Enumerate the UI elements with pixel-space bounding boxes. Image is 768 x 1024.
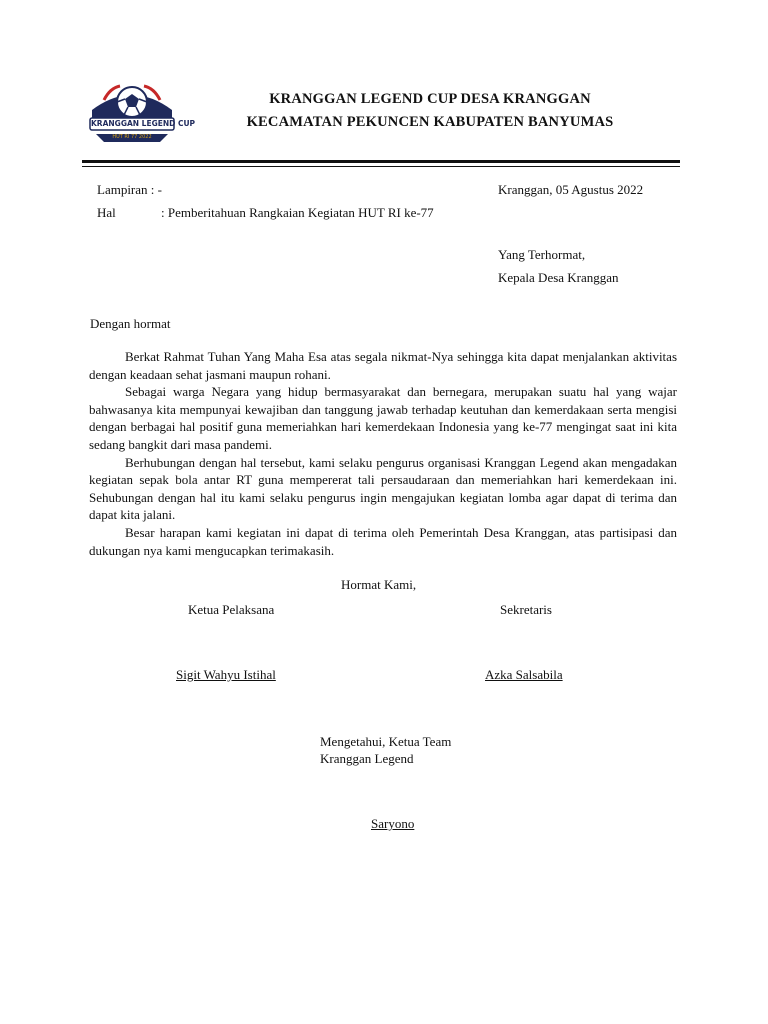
kranggan-legend-cup-logo — [86, 80, 196, 146]
hal-label: Hal — [97, 205, 116, 220]
right-signatory-name: Azka Salsabila — [485, 667, 563, 682]
approval-line-2: Kranggan Legend — [320, 751, 414, 766]
right-signatory-title: Sekretaris — [500, 602, 552, 617]
approval-line-1: Mengetahui, Ketua Team — [320, 734, 452, 749]
approval-name: Saryono — [371, 816, 415, 831]
header-line-2: KECAMATAN PEKUNCEN KABUPATEN BANYUMAS — [246, 114, 614, 130]
recipient-line-2: Kepala Desa Kranggan — [498, 270, 619, 285]
paragraph-2: Sebagai warga Negara yang hidup bermasyarakat dan bernegara, merupakan suatu hal yang wajar bahwasanya kita mempunyai kewajiban dan tanggung jawab terhadap keutuhan dan kemerdakaan serta mengisi dengan berbagai hal positif guna memeriahkan hari kemerdekaan Indonesia yang ke-77 mengingat saat ini kita sedang bangkit dari masa pandemi. — [89, 384, 677, 452]
header-line-1: KRANGGAN LEGEND CUP DESA KRANGGAN — [269, 91, 591, 107]
recipient-line-1: Yang Terhormat, — [498, 247, 586, 262]
letter-body — [89, 348, 677, 559]
hal-value: : Pemberitahuan Rangkaian Kegiatan HUT RI ke-77 — [161, 205, 434, 220]
paragraph-4: Besar harapan kami kegiatan ini dapat di terima oleh Pemerintah Desa Kranggan, atas partisipasi dan dukungan nya kami mengucapkan terimakasih. — [89, 524, 677, 558]
left-signatory-title: Ketua Pelaksana — [188, 602, 275, 617]
closing: Hormat Kami, — [341, 577, 417, 592]
logo-sub-text: HUT RI 77 2022 — [112, 134, 152, 140]
letter-date: Kranggan, 05 Agustus 2022 — [498, 182, 644, 197]
lampiran-label: Lampiran : - — [97, 182, 162, 197]
paragraph-3: Berhubungan dengan hal tersebut, kami selaku pengurus organisasi Kranggan Legend akan mengadakan kegiatan sepak bola antar RT guna mempererat tali persaudaraan dan memeriahkan hari kemerdekaan ini. Sehubungan dengan hal itu kami selaku pengurus ingin mengajukan kegiatan lomba agar dapat di terima dan dapat kita jalani. — [89, 454, 677, 523]
paragraph-1: Berkat Rahmat Tuhan Yang Maha Esa atas segala nikmat-Nya sehingga kita dapat menjalankan aktivitas dengan keadaan sehat jasmani maupun rohani. — [89, 349, 677, 382]
logo-title-text: KRANGGAN LEGEND CUP — [91, 119, 196, 128]
header-divider-thin — [82, 166, 680, 167]
header-divider-thick — [82, 160, 680, 163]
salutation: Dengan hormat — [90, 316, 171, 331]
left-signatory-name: Sigit Wahyu Istihal — [176, 667, 276, 682]
